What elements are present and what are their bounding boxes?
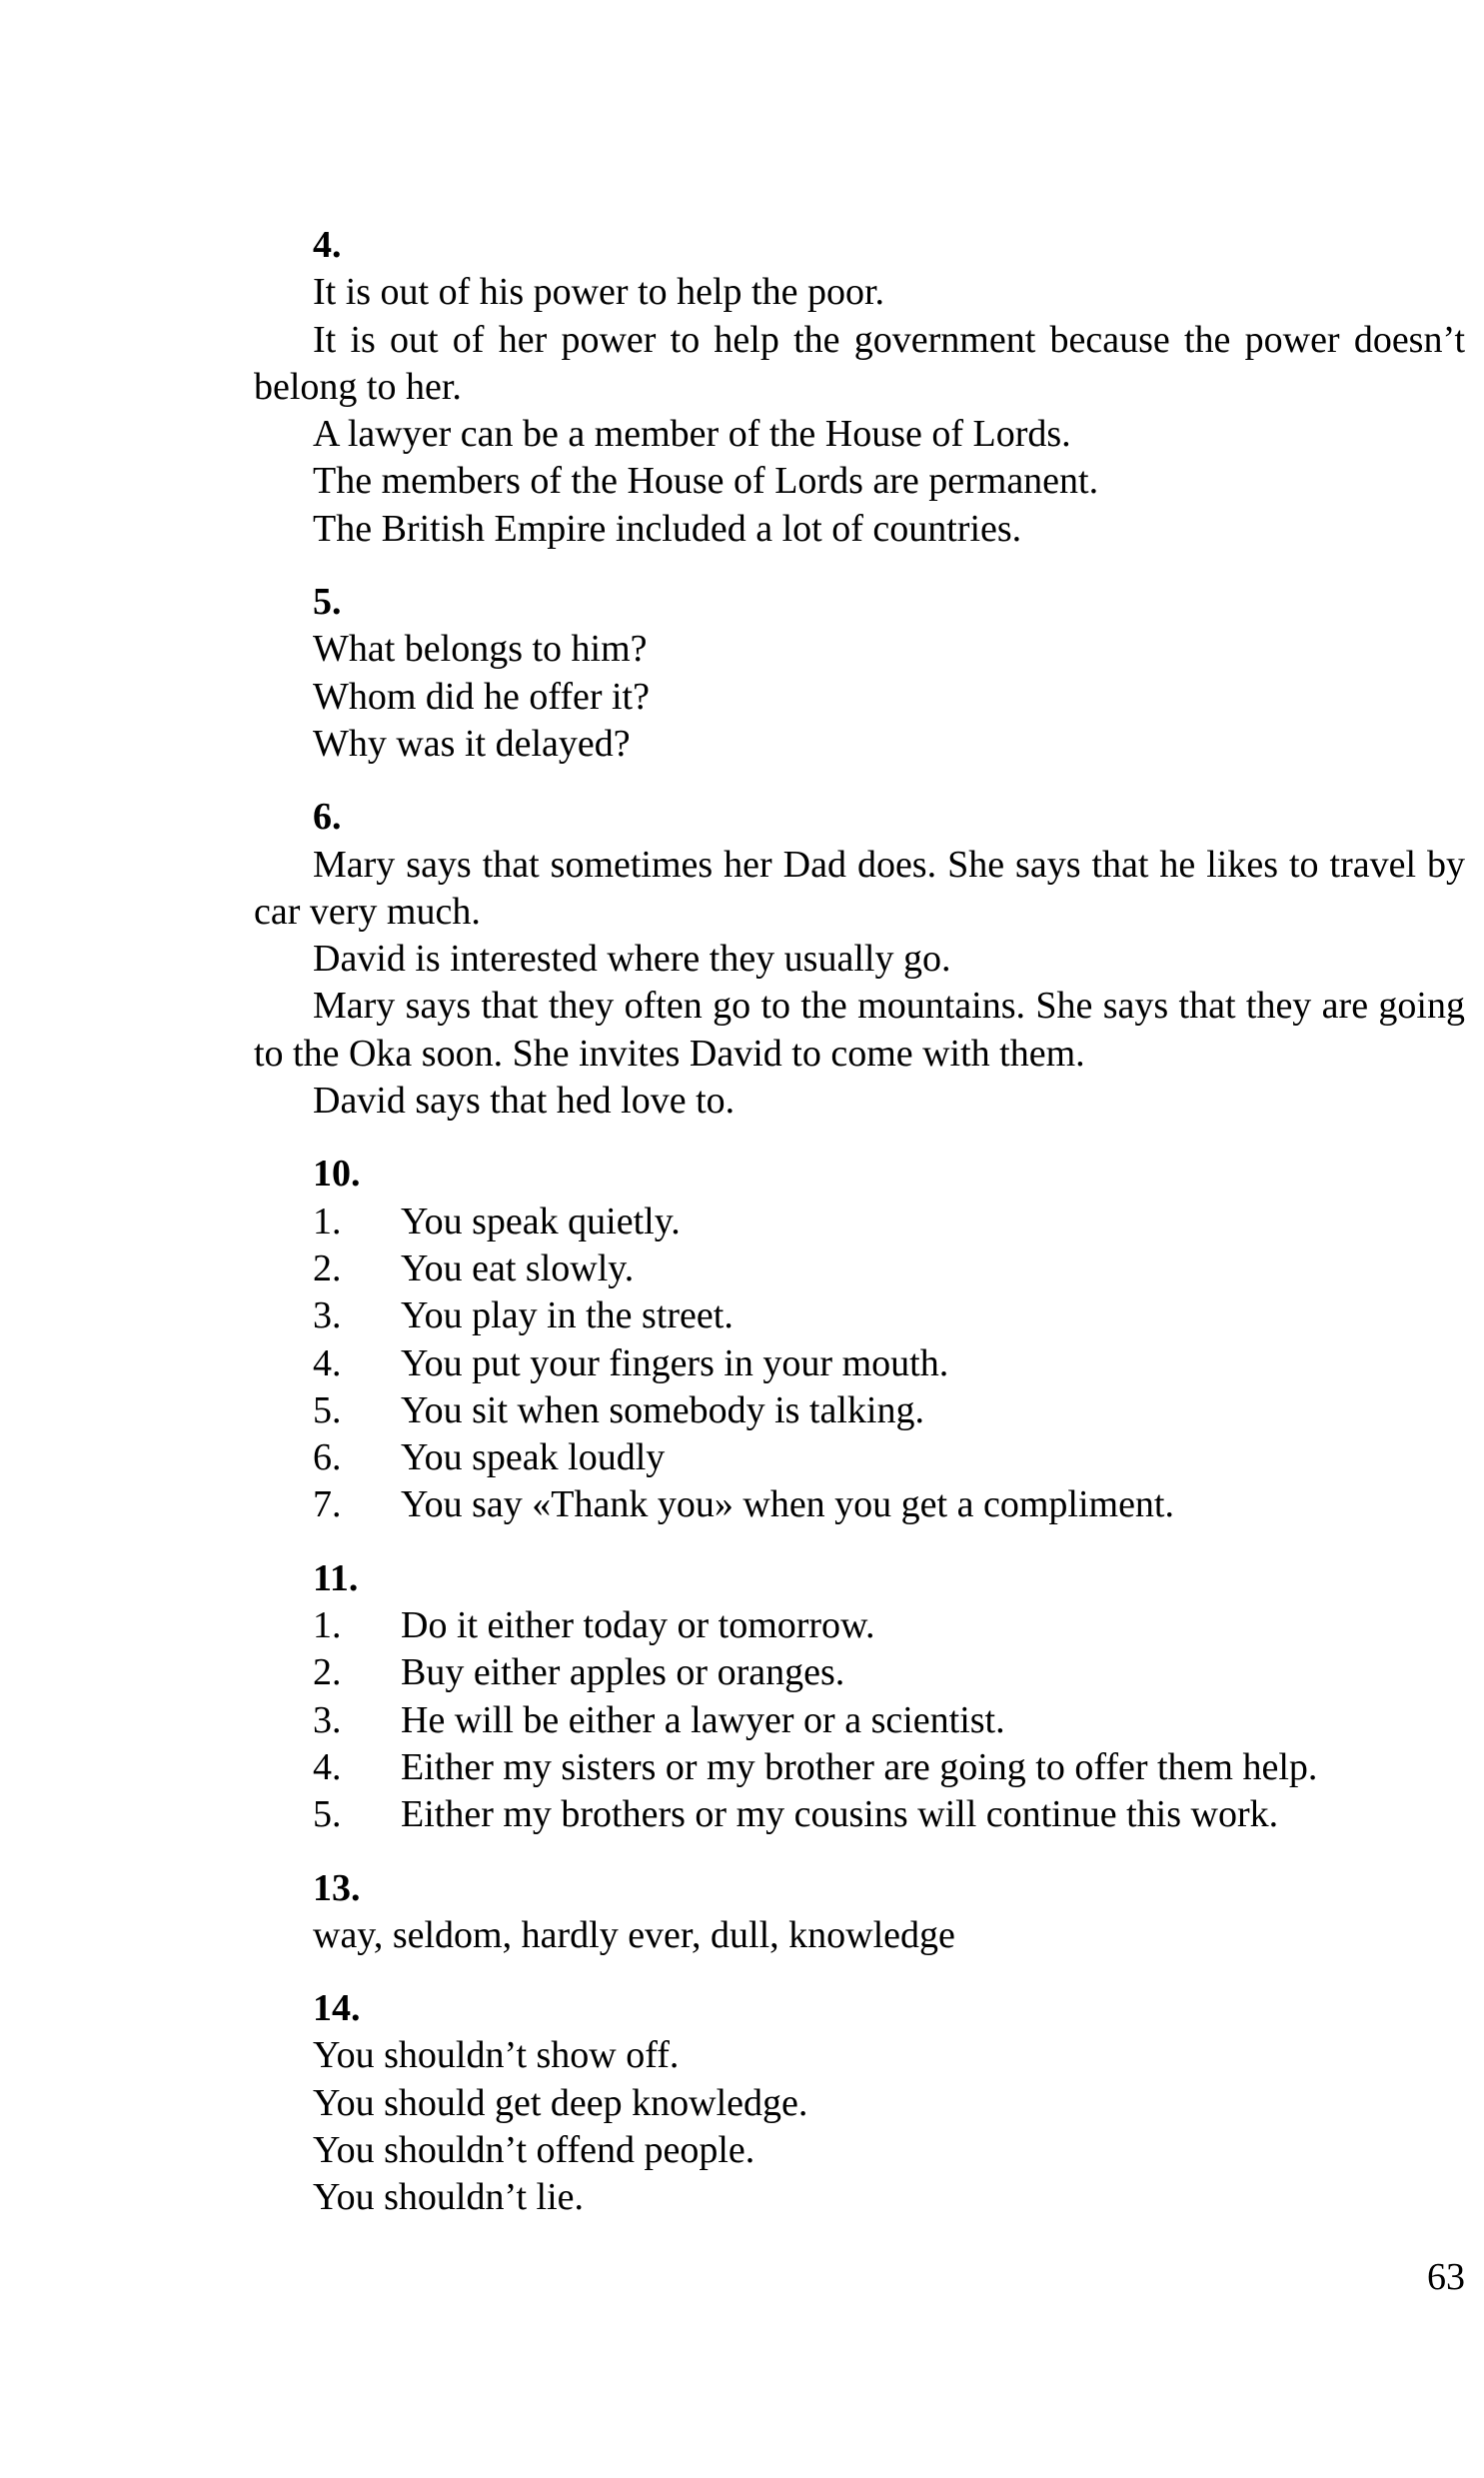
list-item bbox=[254, 1602, 1465, 1649]
list-text: Either my sisters or my brother are going to offer them help. bbox=[401, 1745, 1318, 1788]
page-number: 63 bbox=[1427, 2256, 1465, 2298]
section-heading: 14. bbox=[313, 1987, 361, 2030]
section-10 bbox=[254, 1151, 1465, 1528]
paragraph: You shouldn’t offend people. bbox=[313, 2128, 755, 2171]
list-number: 4. bbox=[313, 1341, 342, 1384]
paragraph: It is out of her power to help the government because the power doesn’t belong to her. bbox=[254, 318, 1465, 408]
list-number: 5. bbox=[313, 1388, 342, 1431]
list-number: 4. bbox=[313, 1745, 342, 1788]
list-text: You play in the street. bbox=[401, 1294, 734, 1337]
list-item bbox=[254, 1434, 1465, 1481]
list-number: 1. bbox=[313, 1200, 342, 1242]
section-heading: 6. bbox=[313, 796, 342, 839]
list-number: 7. bbox=[313, 1483, 342, 1526]
section-heading: 10. bbox=[313, 1153, 361, 1196]
list-text: Buy either apples or oranges. bbox=[401, 1651, 845, 1694]
list-number: 2. bbox=[313, 1651, 342, 1694]
paragraph: way, seldom, hardly ever, dull, knowledge bbox=[313, 1913, 955, 1956]
paragraph: The British Empire included a lot of countries. bbox=[313, 507, 1022, 550]
paragraph: A lawyer can be a member of the House of Lords. bbox=[313, 413, 1071, 456]
list-item bbox=[254, 1697, 1465, 1744]
section-heading: 13. bbox=[313, 1866, 361, 1909]
section-13 bbox=[254, 1865, 1465, 1960]
section-heading: 11. bbox=[313, 1556, 359, 1599]
list-text: You speak loudly bbox=[401, 1436, 666, 1479]
list-text: You sit when somebody is talking. bbox=[401, 1388, 924, 1431]
list-text: He will be either a lawyer or a scientist. bbox=[401, 1698, 1005, 1741]
numbered-list bbox=[254, 1199, 1465, 1529]
list-item bbox=[254, 1340, 1465, 1387]
list-number: 2. bbox=[313, 1246, 342, 1289]
paragraph: Why was it delayed? bbox=[313, 722, 631, 765]
list-number: 3. bbox=[313, 1294, 342, 1337]
paragraph: You shouldn’t show off. bbox=[313, 2034, 680, 2077]
list-item bbox=[254, 1649, 1465, 1696]
list-item bbox=[254, 1245, 1465, 1292]
list-item bbox=[254, 1481, 1465, 1528]
paragraph: The members of the House of Lords are permanent. bbox=[313, 460, 1099, 503]
paragraph: You shouldn’t lie. bbox=[313, 2176, 584, 2219]
list-number: 6. bbox=[313, 1436, 342, 1479]
section-11 bbox=[254, 1555, 1465, 1839]
list-number: 3. bbox=[313, 1698, 342, 1741]
numbered-list bbox=[254, 1602, 1465, 1838]
paragraph: Mary says that they often go to the mountains. She says that they are going to the Oka soon. She invites David to come with them. bbox=[254, 985, 1465, 1075]
section-14 bbox=[254, 1985, 1465, 2221]
paragraph: You should get deep knowledge. bbox=[313, 2081, 808, 2124]
list-number: 5. bbox=[313, 1793, 342, 1836]
list-text: You say «Thank you» when you get a compliment. bbox=[401, 1483, 1174, 1526]
paragraph: Whom did he offer it? bbox=[313, 675, 650, 718]
list-number: 1. bbox=[313, 1604, 342, 1647]
list-item bbox=[254, 1387, 1465, 1434]
list-text: Do it either today or tomorrow. bbox=[401, 1604, 875, 1647]
paragraph: David is interested where they usually go. bbox=[313, 938, 951, 981]
list-item bbox=[254, 1744, 1465, 1791]
list-text: You eat slowly. bbox=[401, 1246, 635, 1289]
list-text: Either my brothers or my cousins will continue this work. bbox=[401, 1793, 1279, 1836]
section-heading: 4. bbox=[313, 224, 342, 266]
section-4 bbox=[254, 222, 1465, 553]
paragraph: What belongs to him? bbox=[313, 628, 648, 671]
section-heading: 5. bbox=[313, 581, 342, 624]
list-item bbox=[254, 1292, 1465, 1339]
list-item bbox=[254, 1199, 1465, 1245]
paragraph: Mary says that sometimes her Dad does. She says that he likes to travel by car very much. bbox=[254, 843, 1465, 933]
paragraph: David says that hed love to. bbox=[313, 1080, 736, 1123]
list-item bbox=[254, 1791, 1465, 1838]
section-6 bbox=[254, 794, 1465, 1125]
list-text: You put your fingers in your mouth. bbox=[401, 1341, 949, 1384]
section-5 bbox=[254, 579, 1465, 768]
list-text: You speak quietly. bbox=[401, 1200, 681, 1242]
paragraph: It is out of his power to help the poor. bbox=[313, 271, 885, 314]
page-content bbox=[254, 222, 1465, 2248]
